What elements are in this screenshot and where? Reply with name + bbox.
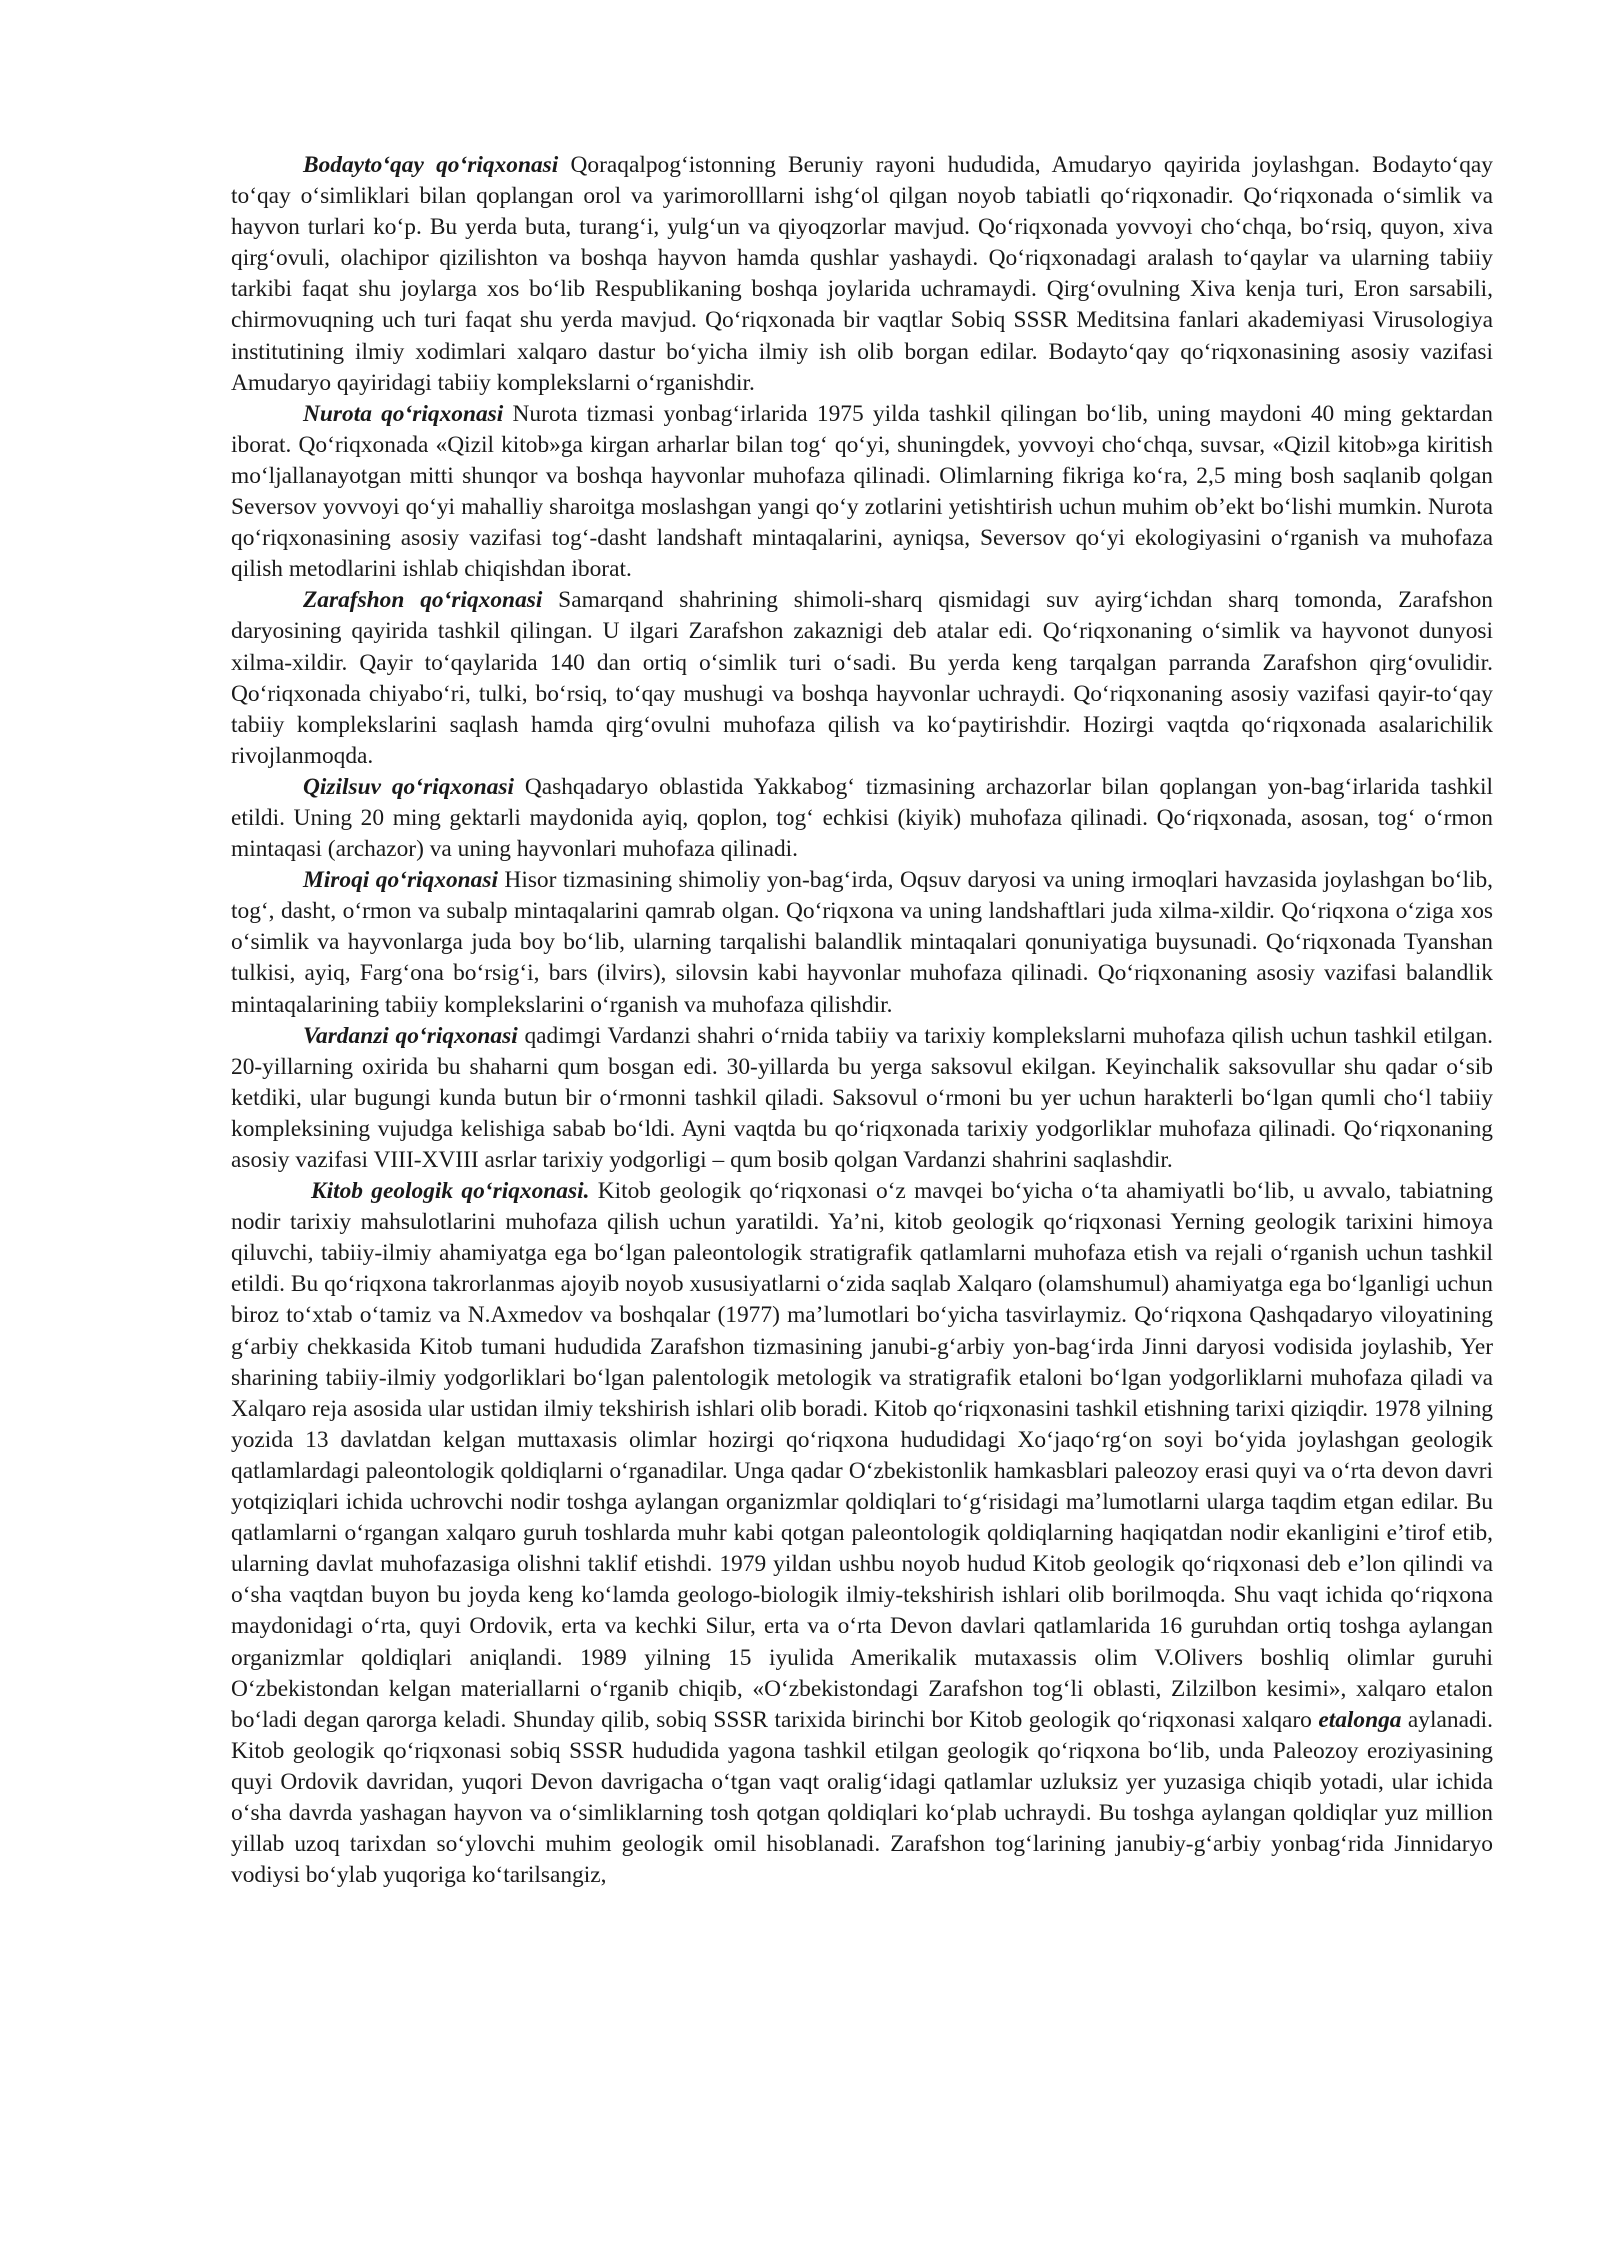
paragraph-text: Nurota tizmasi yonbagʻirlarida 1975 yilda tashkil qilingan boʻlib, uning maydoni 40 ming gektardan iborat. Qoʻriqxonada «Qizil kitob»ga kirgan arharlar bilan togʻ qoʻyi, shuningdek, yovvoyi choʻchqa, suvsar, «Qizil kitob»ga kiritish moʻljallanayotgan mitti shunqor va boshqa hayvonlar muhofaza qilinadi. Olimlarning fikriga koʻra, 2,5 ming bosh saqlanib qolgan Seversov yovvoyi qoʻyi mahalliy sharoitga moslashgan yangi qoʻy zotlarini yetishtirish uchun muhim obʼekt boʻlishi mumkin. Nurota qoʻriqxonasining asosiy vazifasi togʻ-dasht landshaft mintaqalarini, ayniqsa, Seversov qoʻyi ekologiyasini oʻrganish va muhofaza qilish metodlarini ishlab chiqishdan iborat. (231, 400, 1493, 583)
paragraph-kitob (231, 1176, 1493, 1891)
paragraph-vardanzi (231, 1021, 1493, 1176)
paragraph-heading: Kitob geologik qoʻriqxonasi. (311, 1178, 590, 1205)
paragraph-text: qadimgi Vardanzi shahri oʻrnida tabiiy va tarixiy komplekslarni muhofaza qilish uchun tashkil etilgan. 20-yillarning oxirida bu shaharni qum bosgan edi. 30-yillarda bu yerga saksovul ekilgan. Keyinchalik saksovullar shu qadar oʻsib ketdiki, ular bugungi kunda butun bir oʻrmonni tashkil qiladi. Saksovul oʻrmoni bu yer uchun harakterli boʻlgan qumli choʻl tabiiy kompleksining vujudga kelishiga sabab boʻldi. Ayni vaqtda bu qoʻriqxonada tarixiy yodgorliklar muhofaza qilinadi. Qoʻriqxonaning asosiy vazifasi VIII-XVIII asrlar tarixiy yodgorligi – qum bosib qolgan Vardanzi shahrini saqlashdir. (231, 1022, 1493, 1173)
emphasized-term: etalonga (1318, 1706, 1402, 1733)
document-page (231, 150, 1493, 1891)
paragraph-qizilsuv (231, 772, 1493, 865)
paragraph-nurota (231, 399, 1493, 586)
paragraph-text: Qashqadaryo oblastida Yakkabogʻ tizmasining archazorlar bilan qoplangan yon-bagʻirlarida tashkil etildi. Uning 20 ming gektarli maydonida ayiq, qoplon, togʻ echkisi (kiyik) muhofaza qilinadi. Qoʻriqxonada, asosan, togʻ oʻrmon mintaqasi (archazor) va uning hayvonlari muhofaza qilinadi. (231, 773, 1493, 863)
paragraph-text: Kitob geologik qoʻriqxonasi oʻz mavqei boʻyicha oʻta ahamiyatli boʻlib, u avvalo, tabiatning nodir tarixiy mahsulotlarini muhofaza qilish uchun yaratildi. Yaʼni, kitob geologik qoʻriqxonasi Yerning geologik tarixini himoya qiluvchi, tabiiy-ilmiy ahamiyatga ega boʻlgan paleontologik stratigrafik qatlamlarni muhofaza etish va rejali oʻrganish uchun tashkil etildi. Bu qoʻriqxona takrorlanmas ajoyib noyob xususiyatlarni oʻzida saqlab Xalqaro (olamshumul) ahamiyatga ega boʻlganligi uchun biroz toʻxtab oʻtamiz va N.Axmedov va boshqalar (1977) maʼlumotlari boʻyicha tasvirlaymiz. Qoʻriqxona Qashqadaryo viloyatining gʻarbiy chekkasida Kitob tumani hududida Zarafshon tizmasining janubi-gʻarbiy yon-bagʻirda Jinni daryosi vodisida joylashib, Yer sharining tabiiy-ilmiy yodgorliklari boʻlgan palentologik metologik va stratigrafik etaloni boʻlgan yodgorliklarni muhofaza qiladi va Xalqaro reja asosida ular ustidan ilmiy tekshirish ishlari olib boradi. Kitob qoʻriqxonasini tashkil etishning tarixi qiziqdir. 1978 yilning yozida 13 davlatdan kelgan muttaxasis olimlar hozirgi qoʻriqxona hududidagi Xoʻjaqoʻrgʻon soyi boʻyida joylashgan geologik qatlamlardagi paleontologik qoldiqlarni oʻrganadilar. Unga qadar Oʻzbekistonlik hamkasblari paleozoy erasi quyi va oʻrta devon davri yotqiziqlari ichida uchrovchi nodir toshga aylangan organizmlar qoldiqlari toʻgʻrisidagi maʼlumotlarni ularga taqdim etgan edilar. Bu qatlamlarni oʻrgangan xalqaro guruh toshlarda muhr kabi qotgan paleontologik qoldiqlarning haqiqatdan nodir ekanligini eʼtirof etib, ularning davlat muhofazasiga olishni taklif etishdi. 1979 yildan ushbu noyob hudud Kitob geologik qoʻriqxonasi deb eʼlon qilindi va oʻsha vaqtdan buyon bu joyda keng koʻlamda geologo-biologik ilmiy-tekshirish ishlari olib borilmoqda. Shu vaqt ichida qoʻriqxona maydonidagi oʻrta, quyi Ordovik, erta va kechki Silur, erta va oʻrta Devon davlari qatlamlarida 16 guruhdan ortiq toshga aylangan organizmlar qoldiqlari aniqlandi. 1989 yilning 15 iyulida Amerikalik mutaxassis olim V.Olivers boshliq olimlar guruhi Oʻzbekistondan kelgan materiallarni oʻrganib chiqib, «Oʻzbekistondagi Zarafshon togʻli oblasti, Zilzilbon kesimi», xalqaro etalon boʻladi degan qarorga keladi. Shunday qilib, sobiq SSSR tarixida birinchi bor Kitob geologik qoʻriqxonasi xalqaro (231, 1178, 1494, 1733)
paragraph-text: Hisor tizmasining shimoliy yon-bagʻirda, Oqsuv daryosi va uning irmoqlari havzasida joylashgan boʻlib, togʻ, dasht, oʻrmon va subalp mintaqalarini qamrab olgan. Qoʻriqxona va uning landshaftlari juda xilma-xildir. Qoʻriqxona oʻziga xos oʻsimlik va hayvonlarga juda boy boʻlib, ularning tarqalishi balandlik mintaqalari qonuniyatiga buysunadi. Qoʻriqxonada Tyanshan tulkisi, ayiq, Fargʻona boʻrsigʻi, bars (ilvirs), silovsin kabi hayvonlar muhofaza qilinadi. Qoʻriqxonaning asosiy vazifasi balandlik mintaqalarining tabiiy komplekslarini oʻrganish va muhofaza qilishdir. (231, 867, 1494, 1018)
paragraph-miroqi (231, 865, 1493, 1020)
paragraph-heading: Bodaytoʻqay qoʻriqxonasi (303, 152, 559, 178)
paragraph-text: Samarqand shahrining shimoli-sharq qismidagi suv ayirgʻichdan sharq tomonda, Zarafshon daryosining qayirida tashkil qilingan. U ilgari Zarafshon zakaznigi deb atalar edi. Qoʻriqxonaning oʻsimlik va hayvonot dunyosi xilma-xildir. Qayir toʻqaylarida 140 dan ortiq oʻsimlik turi oʻsadi. Bu yerda keng tarqalgan parranda Zarafshon qirgʻovulidir. Qoʻriqxonada chiyaboʻri, tulki, boʻrsiq, toʻqay mushugi va boshqa hayvonlar uchraydi. Qoʻriqxonaning asosiy vazifasi qayir-toʻqay tabiiy komplekslarini saqlash hamda qirgʻovulni muhofaza qilish va koʻpaytirishdir. Hozirgi vaqtda qoʻriqxonada asalarichilik rivojlanmoqda. (231, 587, 1493, 769)
paragraph-heading: Qizilsuv qoʻriqxonasi (303, 773, 514, 800)
paragraph-text: Qoraqalpogʻistonning Beruniy rayoni hududida, Amudaryo qayirida joylashgan. Bodaytoʻqay toʻqay oʻsimliklari bilan qoplangan orol va yarimorolllarni ishgʻol qilgan noyob tabiatli qoʻriqxonadir. Qoʻriqxonada oʻsimlik va hayvon turlari koʻp. Bu yerda buta, turangʻi, yulgʻun va qiyoqzorlar mavjud. Qoʻriqxonada yovvoyi choʻchqa, boʻrsiq, quyon, xiva qirgʻovuli, olachipor qizilishton va boshqa hayvon hamda qushlar yashaydi. Qoʻriqxonadagi aralash toʻqaylar va ularning tabiiy tarkibi faqat shu joylarga xos boʻlib Respublikaning boshqa joylarida uchramaydi. Qirgʻovulning Xiva kenja turi, Eron sarsabili, chirmovuqning uch turi faqat shu yerda mavjud. Qoʻriqxonada bir vaqtlar Sobiq SSSR Meditsina fanlari akademiyasi Virusologiya institutining ilmiy xodimlari xalqaro dastur boʻyicha ilmiy ish olib borgan edilar. Bodaytoʻqay qoʻriqxonasining asosiy vazifasi Amudaryo qayiridagi tabiiy komplekslarni oʻrganishdir. (231, 152, 1493, 396)
paragraph-heading: Miroqi qoʻriqxonasi (303, 867, 498, 894)
paragraph-zarafshon (231, 585, 1493, 772)
paragraph-heading: Vardanzi qoʻriqxonasi (303, 1022, 518, 1049)
paragraph-bodaytoqay (231, 150, 1493, 399)
paragraph-text-tail: aylanadi. Kitob geologik qoʻriqxonasi sobiq SSSR hududida yagona tashkil etilgan geologik qoʻriqxona boʻlib, unda Paleozoy eroziyasining quyi Ordovik davridan, yuqori Devon davrigacha oʻtgan vaqt oraligʻidagi qatlamlar uzluksiz yer yuzasiga chiqib yotadi, ular ichida oʻsha davrda yashagan hayvon va oʻsimliklarning tosh qotgan qoldiqlari koʻplab uchraydi. Bu toshga aylangan qoldiqlar yuz million yillab uzoq tarixdan soʻylovchi muhim geologik omil hisoblanadi. Zarafshon togʻlarining janubiy-gʻarbiy yonbagʻrida Jinnidaryo vodiysi boʻylab yuqoriga koʻtarilsangiz, (231, 1706, 1493, 1889)
paragraph-heading: Nurota qoʻriqxonasi (303, 400, 504, 427)
paragraph-heading: Zarafshon qoʻriqxonasi (303, 587, 543, 614)
